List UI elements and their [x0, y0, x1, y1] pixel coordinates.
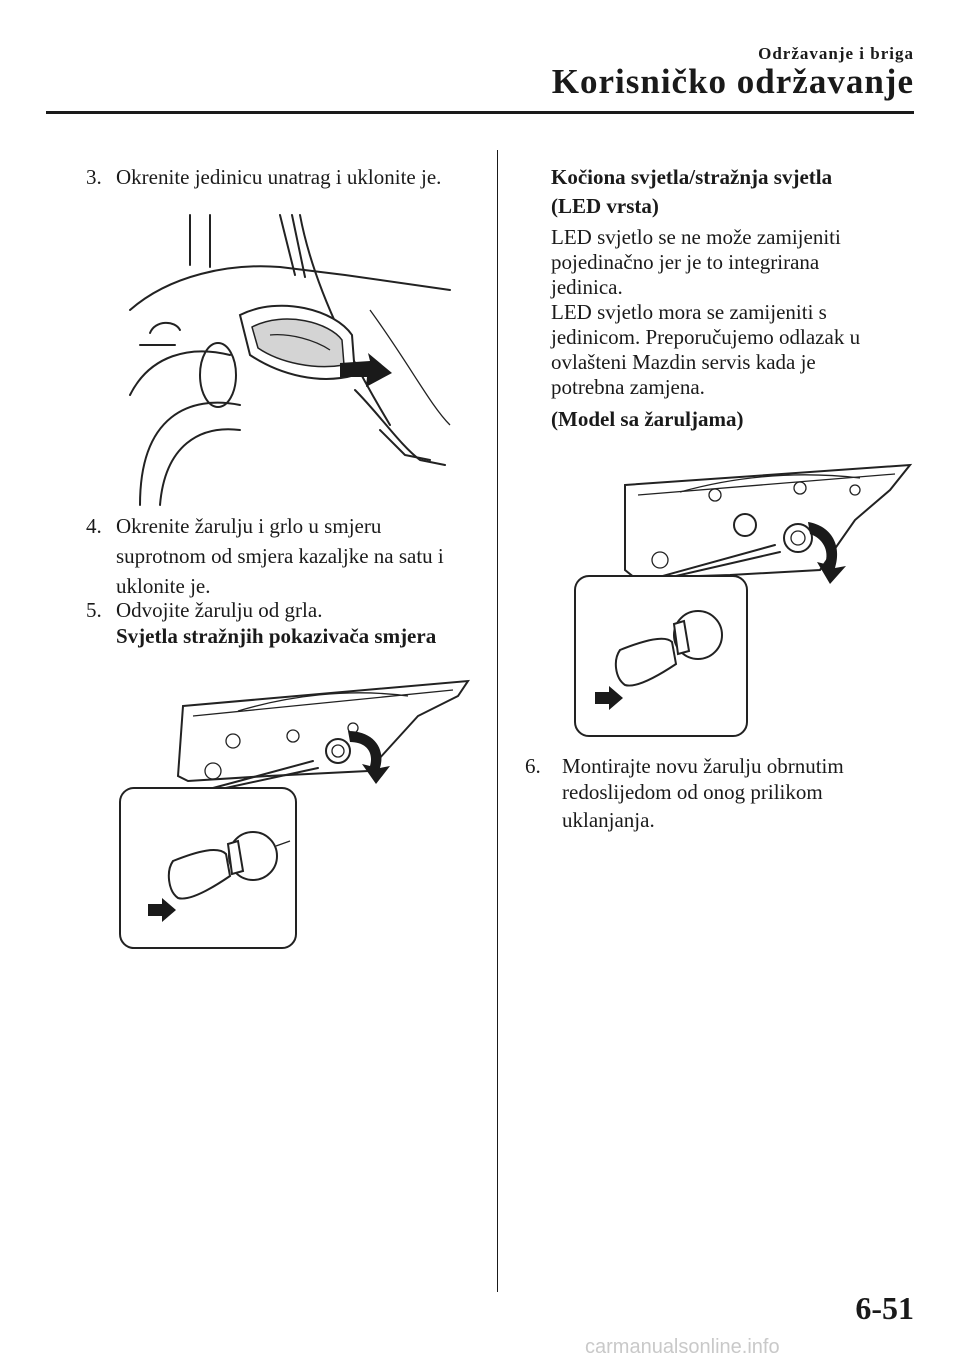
- step-3-number: 3.: [86, 165, 102, 189]
- watermark: carmanualsonline.info: [585, 1336, 780, 1358]
- step-4-line-1: Okrenite žarulju i grlo u smjeru: [116, 514, 382, 538]
- step-6-number: 6.: [525, 754, 541, 778]
- step-6-line-3: uklanjanja.: [562, 808, 655, 832]
- led-body-line-3: jedinica.: [551, 275, 623, 299]
- header-rule: [46, 111, 914, 114]
- led-body-line-7: potrebna zamjena.: [551, 375, 705, 399]
- led-body-line-4: LED svjetlo mora se zamijeniti s: [551, 300, 827, 324]
- section-label: Održavanje i briga: [758, 44, 914, 63]
- chapter-title: Korisničko održavanje: [551, 62, 914, 101]
- led-body-line-2: pojedinačno jer je to integrirana: [551, 250, 820, 274]
- rear-lamp-removal-illustration: [130, 215, 450, 505]
- bulb-model-heading: (Model sa žaruljama): [551, 407, 744, 431]
- page-number: 6-51: [855, 1290, 914, 1326]
- step-4-number: 4.: [86, 514, 102, 538]
- turn-signal-subheading: Svjetla stražnjih pokazivača smjera: [116, 624, 437, 648]
- step-5-number: 5.: [86, 598, 102, 622]
- led-body-line-1: LED svjetlo se ne može zamijeniti: [551, 225, 841, 249]
- led-body-line-5: jedinicom. Preporučujemo odlazak u: [551, 325, 861, 349]
- turn-signal-bulb-illustration: [118, 676, 473, 952]
- led-heading-line-1: Kočiona svjetla/stražnja svjetla: [551, 165, 833, 189]
- step-3-text: Okrenite jedinicu unatrag i uklonite je.: [116, 165, 442, 189]
- column-divider: [497, 150, 498, 1292]
- led-heading-line-2: (LED vrsta): [551, 194, 659, 218]
- step-4-line-2: suprotnom od smjera kazaljke na satu i: [116, 544, 444, 568]
- step-6-line-2: redoslijedom od onog prilikom: [562, 780, 823, 804]
- led-body-line-6: ovlašteni Mazdin servis kada je: [551, 350, 816, 374]
- step-5-text: Odvojite žarulju od grla.: [116, 598, 323, 622]
- brake-tail-bulb-illustration: [570, 460, 915, 740]
- step-4-line-3: uklonite je.: [116, 574, 211, 598]
- step-6-line-1: Montirajte novu žarulju obrnutim: [562, 754, 844, 778]
